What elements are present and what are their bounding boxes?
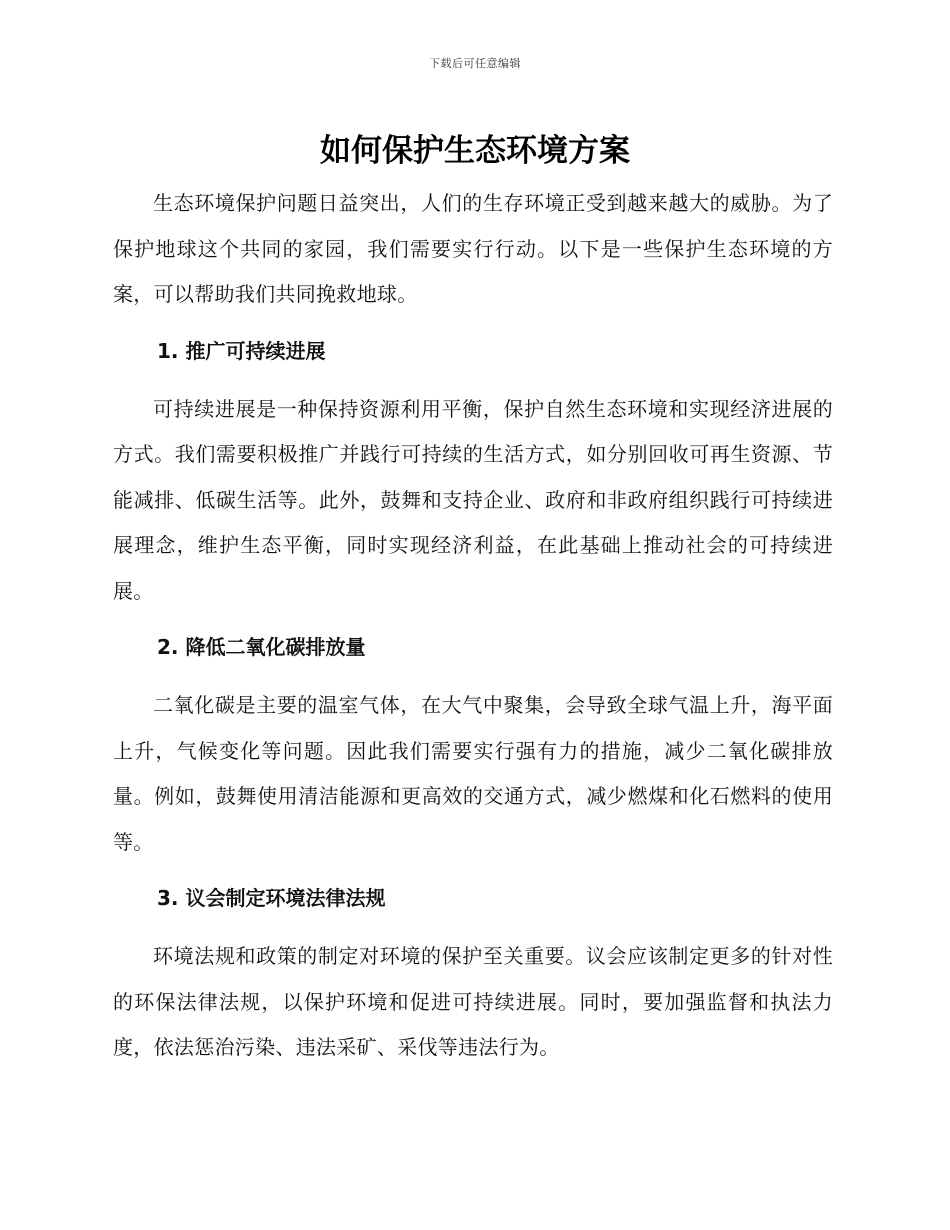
intro-paragraph: 生态环境保护问题日益突出，人们的生存环境正受到越来越大的威胁。为了保护地球这个共同的家园，我们需要实行行动。以下是一些保护生态环境的方案，可以帮助我们共同挽救地球。: [113, 191, 833, 306]
section-paragraph-environmental-law: 环境法规和政策的制定对环境的保护至关重要。议会应该制定更多的针对性的环保法律法规，以保护环境和促进可持续进展。同时，要加强监督和执法力度，依法惩治污染、违法采矿、采伐等违法行为。: [113, 944, 833, 1059]
section-paragraph-sustainable-development: 可持续进展是一种保持资源利用平衡，保护自然生态环境和实现经济进展的方式。我们需要积极推广并践行可持续的生活方式，如分别回收可再生资源、节能减排、低碳生活等。此外，鼓舞和支持企业、政府和非政府组织践行可持续进展理念，维护生态平衡，同时实现经济利益，在此基础上推动社会的可持续进展。: [113, 396, 833, 603]
section-heading-co2-reduction: 2. 降低二氧化碳排放量: [157, 635, 366, 659]
document-title: 如何保护生态环境方案: [320, 133, 630, 169]
page-header-note: 下载后可任意编辑: [429, 57, 521, 70]
section-paragraph-co2-reduction: 二氧化碳是主要的温室气体，在大气中聚集，会导致全球气温上升，海平面上升，气候变化等问题。因此我们需要实行强有力的措施，减少二氧化碳排放量。例如，鼓舞使用清洁能源和更高效的交通方式，减少燃煤和化石燃料的使用等。: [113, 693, 833, 854]
section-heading-environmental-law: 3. 议会制定环境法律法规: [157, 886, 386, 910]
document-body: [113, 181, 833, 1071]
section-heading-sustainable-development: 1. 推广可持续进展: [157, 338, 326, 363]
